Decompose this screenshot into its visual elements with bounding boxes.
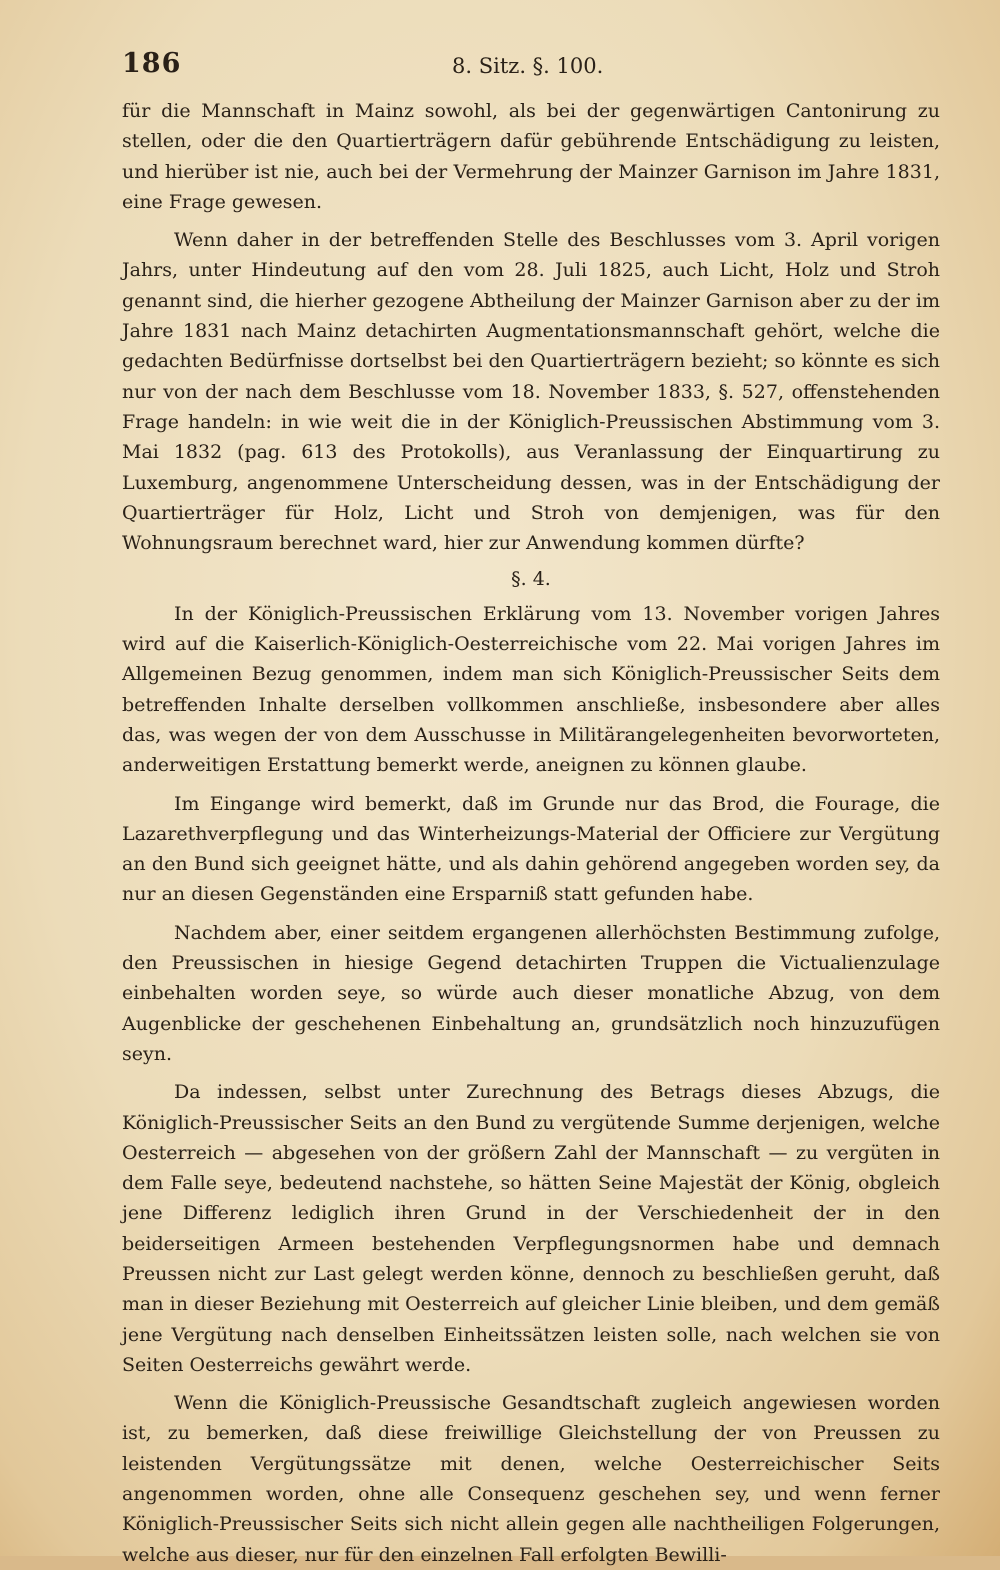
paragraph: Da indessen, selbst unter Zurechnung des Betrags dieses Abzugs, die Königlich-Preussischer Seits an den Bund zu vergütende Summe derjenigen, welche Oesterreich — abgesehen von der größern Zahl der Mannschaft — zu vergüten in dem Falle seye, bedeutend nachstehe, so hätten Seine Majestät der König, obgleich jene Differenz lediglich ihren Grund in der Verschiedenheit der in den beiderseitigen Armeen bestehenden Verpflegungsnormen habe und demnach Preussen nicht zur Last gelegt werden könne, dennoch zu beschließen geruht, daß man in dieser Beziehung mit Oesterreich auf gleicher Linie bleiben, und dem gemäß jene Vergütung nach denselben Einheitssätzen leisten solle, nach welchen sie von Seiten Oesterreichs gewährt werde. — [122, 1081, 940, 1376]
paragraph: Nachdem aber, einer seitdem ergangenen allerhöchsten Bestimmung zufolge, den Preussischen in hiesige Gegend detachirten Truppen die Victualienzulage einbehalten worden seye, so würde auch dieser monatliche Abzug, von dem Augenblicke der geschehenen Einbehaltung an, grundsätzlich noch hinzuzufügen seyn. — [122, 921, 940, 1065]
section-heading: §. 4. — [511, 568, 551, 591]
paragraph: Im Eingange wird bemerkt, daß im Grunde nur das Brod, die Fourage, die Lazarethverpflegung und das Winterheizungs-Material der Officiere zur Vergütung an den Bund sich geeignet hätte, und als dahin gehörend angegeben worden sey, da nur an diesen Gegenständen eine Ersparniß statt gefunden habe. — [122, 792, 940, 906]
body-text — [122, 96, 940, 1570]
paragraph-continuation: für die Mannschaft in Mainz sowohl, als bei der gegenwärtigen Cantonirung zu stellen, oder die den Quartierträgern dafür gebührende Entschädigung zu leisten, und hierüber ist nie, auch bei der Vermehrung der Mainzer Garnison im Jahre 1831, eine Frage gewesen. — [122, 100, 940, 213]
paragraph: Wenn die Königlich-Preussische Gesandtschaft zugleich angewiesen worden ist, zu bemerken, daß diese freiwillige Gleichstellung der von Preussen zu leistenden Vergütungssätze mit denen, welche Oesterreichischer Seits angenommen worden, ohne alle Consequenz geschehen sey, und wenn ferner Königlich-Preussischer Seits sich nicht allein gegen alle nachtheiligen Folgerungen, welche aus dieser, nur für den einzelnen Fall erfolgten Bewilli- — [122, 1392, 940, 1566]
running-head: 8. Sitz. §. 100. — [452, 54, 604, 78]
page-number: 186 — [122, 48, 182, 79]
page-header — [122, 48, 940, 88]
paragraph: In der Königlich-Preussischen Erklärung vom 13. November vorigen Jahres wird auf die Kaiserlich-Königlich-Oesterreichische vom 22. Mai vorigen Jahres im Allgemeinen Bezug genommen, indem man sich Königlich-Preussischer Seits dem betreffenden Inhalte derselben vollkommen anschließe, insbesondere aber alles das, was wegen der von dem Ausschusse in Militärangelegenheiten bevorworteten, anderweitigen Erstattung bemerkt werde, aneignen zu können glaube. — [122, 602, 940, 777]
paragraph: Wenn daher in der betreffenden Stelle des Beschlusses vom 3. April vorigen Jahrs, unter Hindeutung auf den vom 28. Juli 1825, auch Licht, Holz und Stroh genannt sind, die hierher gezogene Abtheilung der Mainzer Garnison aber zu der im Jahre 1831 nach Mainz detachirten Augmentationsmannschaft gehört, welche die gedachten Bedürfnisse dortselbst bei den Quartierträgern bezieht; so könnte es sich nur von der nach dem Beschlusse vom 18. November 1833, §. 527, offenstehenden Frage handeln: in wie weit die in der Königlich-Preussischen Abstimmung vom 3. Mai 1832 (pag. 613 des Protokolls), aus Veranlassung der Einquartirung zu Luxemburg, angenommene Unterscheidung dessen, was in der Entschädigung der Quartierträger für Holz, Licht und Stroh von demjenigen, was für den Wohnungsraum berechnet ward, hier zur Anwendung kommen dürfte? — [122, 229, 940, 555]
